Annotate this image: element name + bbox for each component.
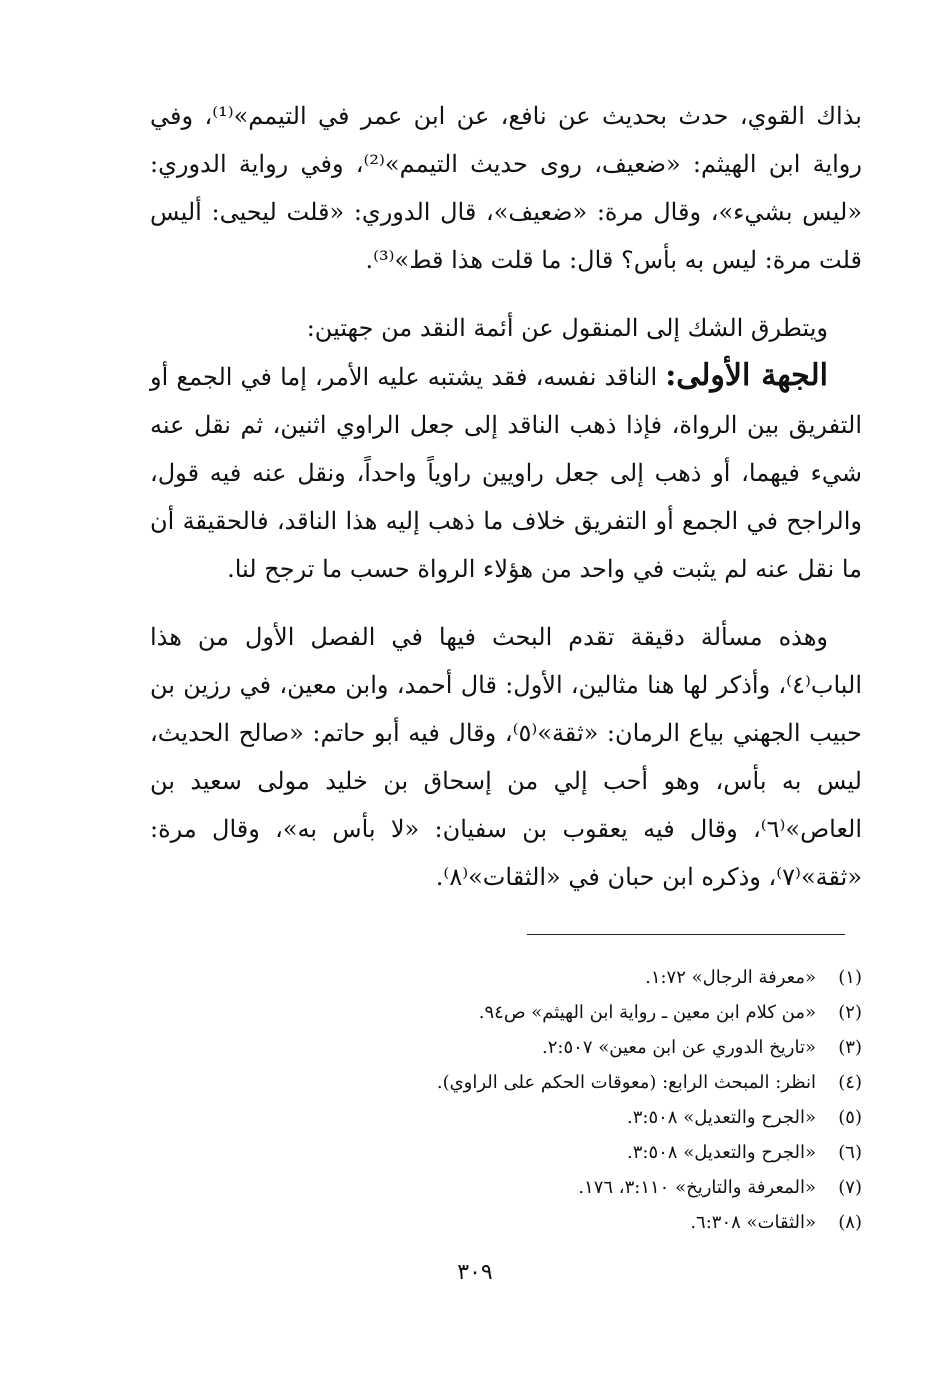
main-text [150, 92, 862, 901]
footnote [300, 1205, 862, 1240]
paragraph-3-text: الناقد نفسه، فقد يشتبه عليه الأمر، إما في الجمع أو التفريق بين الرواة، فإذا ذهب الناقد إلى جعل الراوي اثنين، ثم نقل عنه شيء فيهما، أو ذهب إلى جعل راويين راوياً واحداً، ونقل عنه فيه قول، والراجح في الجمع أو التفريق خلاف ما ذهب إليه هذا الناقد، فالحقيقة أن ما نقل عنه لم يثبت في واحد من هؤلاء الرواة حسب ما ترجح لنا. [150, 363, 862, 583]
page-number: ٣٠٩ [457, 1260, 493, 1285]
footnote-number: (٦) [838, 1142, 862, 1163]
footnote-text: «الجرح والتعديل» ٣:٥٠٨. [627, 1107, 816, 1128]
section-heading: الجهة الأولى: [665, 358, 828, 393]
footnote-number: (٣) [838, 1037, 862, 1058]
footnote [300, 1135, 862, 1170]
footnote [300, 1170, 862, 1205]
footnote-text: «تاريخ الدوري عن ابن معين» ٢:٥٠٧. [542, 1037, 816, 1058]
footnote-number: (٢) [838, 1002, 862, 1023]
footnote-number: (٤) [838, 1072, 862, 1093]
footnote-text: «من كلام ابن معين ـ رواية ابن الهيثم» ص٩٤. [478, 1002, 816, 1023]
footnote [300, 1030, 862, 1065]
footnote [300, 960, 862, 995]
footnote-text: «الثقات» ٦:٣٠٨. [690, 1212, 816, 1233]
footnote-number: (١) [838, 967, 862, 988]
paragraph-4: وهذه مسألة دقيقة تقدم البحث فيها في الفصل الأول من هذا الباب⁽٤⁾، وأذكر لها هنا مثالين، الأول: قال أحمد، وابن معين، في رزين بن حبيب الجهني بياع الرمان: «ثقة»⁽٥⁾، وقال فيه أبو حاتم: «صالح الحديث، ليس به بأس، وهو أحب إلي من إسحاق بن خليد مولى سعيد بن العاص»⁽٦⁾، وقال فيه يعقوب بن سفيان: «لا بأس به»، وقال مرة: «ثقة»⁽٧⁾، وذكره ابن حبان في «الثقات»⁽٨⁾. [150, 623, 862, 891]
footnote-text: انظر: المبحث الرابع: (معوقات الحكم على الراوي). [436, 1072, 816, 1093]
footnote-number: (٥) [838, 1107, 862, 1128]
paragraph-1: بذاك القوي، حدث بحديث عن نافع، عن ابن عمر في التيمم»⁽¹⁾، وفي رواية ابن الهيثم: «ضعيف، روى حديث التيمم»⁽²⁾، وفي رواية الدوري: «ليس بشيء»، وقال مرة: «ضعيف»، قال الدوري: «قلت ليحيى: أليس قلت مرة: ليس به بأس؟ قال: ما قلت هذا قط»⁽³⁾. [150, 102, 862, 274]
footnote-text: «معرفة الرجال» ١:٧٢. [645, 967, 816, 988]
footnote-divider [527, 934, 845, 935]
footnote-number: (٨) [838, 1212, 862, 1233]
footnote [300, 1100, 862, 1135]
footnote [300, 995, 862, 1030]
paragraph-2: ويتطرق الشك إلى المنقول عن أئمة النقد من جهتين: [306, 314, 828, 342]
paragraph-3 [150, 352, 862, 593]
footnote [300, 1065, 862, 1100]
footnote-text: «الجرح والتعديل» ٣:٥٠٨. [627, 1142, 816, 1163]
footnotes [300, 960, 862, 1240]
footnote-number: (٧) [838, 1177, 862, 1198]
footnote-text: «المعرفة والتاريخ» ٣:١١٠، ١٧٦. [578, 1177, 816, 1198]
